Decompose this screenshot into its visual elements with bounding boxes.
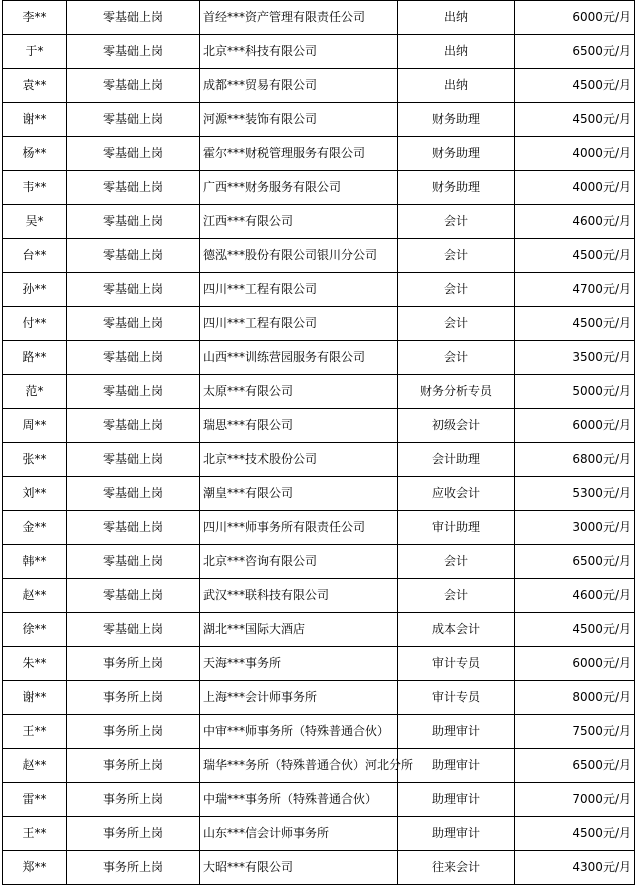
cell-salary: 7000元/月 [515,783,635,817]
cell-name: 郑** [3,851,67,885]
cell-category: 零基础上岗 [67,613,200,647]
cell-company: 北京***技术股份公司 [200,443,398,477]
table-row [3,613,635,647]
cell-company: 成都***贸易有限公司 [200,69,398,103]
cell-company: 四川***工程有限公司 [200,273,398,307]
table-row [3,511,635,545]
cell-position: 助理审计 [398,817,515,851]
cell-salary: 6800元/月 [515,443,635,477]
cell-salary: 4300元/月 [515,851,635,885]
cell-name: 韩** [3,545,67,579]
table-row [3,681,635,715]
cell-salary: 4000元/月 [515,171,635,205]
cell-salary: 8000元/月 [515,681,635,715]
cell-salary: 7500元/月 [515,715,635,749]
cell-category: 零基础上岗 [67,1,200,35]
cell-position: 审计专员 [398,681,515,715]
cell-position: 助理审计 [398,749,515,783]
cell-position: 初级会计 [398,409,515,443]
cell-salary: 6500元/月 [515,749,635,783]
cell-category: 零基础上岗 [67,375,200,409]
cell-name: 路** [3,341,67,375]
cell-category: 零基础上岗 [67,273,200,307]
cell-salary: 3500元/月 [515,341,635,375]
cell-position: 会计 [398,239,515,273]
cell-salary: 5000元/月 [515,375,635,409]
cell-category: 零基础上岗 [67,171,200,205]
cell-category: 零基础上岗 [67,545,200,579]
cell-category: 零基础上岗 [67,205,200,239]
cell-position: 财务助理 [398,137,515,171]
cell-salary: 4000元/月 [515,137,635,171]
cell-position: 会计 [398,579,515,613]
cell-salary: 6000元/月 [515,647,635,681]
cell-salary: 3000元/月 [515,511,635,545]
table-body [3,1,635,885]
cell-salary: 4500元/月 [515,307,635,341]
cell-name: 于* [3,35,67,69]
cell-name: 王** [3,715,67,749]
cell-category: 零基础上岗 [67,409,200,443]
cell-position: 助理审计 [398,783,515,817]
cell-company: 上海***会计师事务所 [200,681,398,715]
table-row [3,307,635,341]
cell-company: 瑞华***务所（特殊普通合伙）河北分所 [200,749,398,783]
table-row [3,273,635,307]
cell-name: 袁** [3,69,67,103]
cell-company: 大昭***有限公司 [200,851,398,885]
cell-category: 事务所上岗 [67,851,200,885]
cell-salary: 5300元/月 [515,477,635,511]
cell-company: 四川***工程有限公司 [200,307,398,341]
cell-name: 孙** [3,273,67,307]
cell-position: 财务助理 [398,103,515,137]
cell-category: 零基础上岗 [67,103,200,137]
cell-name: 台** [3,239,67,273]
cell-position: 会计 [398,205,515,239]
cell-company: 山东***信会计师事务所 [200,817,398,851]
cell-category: 事务所上岗 [67,647,200,681]
cell-company: 北京***咨询有限公司 [200,545,398,579]
cell-name: 赵** [3,749,67,783]
cell-position: 会计助理 [398,443,515,477]
cell-company: 广西***财务服务有限公司 [200,171,398,205]
cell-name: 杨** [3,137,67,171]
table-row [3,783,635,817]
cell-name: 李** [3,1,67,35]
cell-salary: 4600元/月 [515,205,635,239]
cell-category: 零基础上岗 [67,341,200,375]
cell-salary: 6000元/月 [515,1,635,35]
cell-company: 太原***有限公司 [200,375,398,409]
cell-company: 武汉***联科技有限公司 [200,579,398,613]
cell-salary: 6000元/月 [515,409,635,443]
table-row [3,171,635,205]
cell-company: 德泓***股份有限公司银川分公司 [200,239,398,273]
table-row [3,341,635,375]
table-row [3,545,635,579]
cell-position: 财务助理 [398,171,515,205]
cell-company: 江西***有限公司 [200,205,398,239]
cell-name: 赵** [3,579,67,613]
cell-category: 零基础上岗 [67,239,200,273]
cell-name: 韦** [3,171,67,205]
cell-salary: 4700元/月 [515,273,635,307]
cell-category: 事务所上岗 [67,681,200,715]
cell-company: 天海***事务所 [200,647,398,681]
cell-position: 审计专员 [398,647,515,681]
cell-category: 零基础上岗 [67,69,200,103]
cell-position: 审计助理 [398,511,515,545]
table-row [3,103,635,137]
cell-category: 零基础上岗 [67,137,200,171]
cell-company: 中审***师事务所（特殊普通合伙） [200,715,398,749]
cell-company: 瑞思***有限公司 [200,409,398,443]
cell-name: 金** [3,511,67,545]
cell-category: 零基础上岗 [67,579,200,613]
cell-position: 会计 [398,307,515,341]
cell-name: 周** [3,409,67,443]
cell-salary: 4500元/月 [515,69,635,103]
cell-position: 成本会计 [398,613,515,647]
cell-name: 雷** [3,783,67,817]
cell-category: 事务所上岗 [67,749,200,783]
cell-position: 出纳 [398,69,515,103]
cell-salary: 4500元/月 [515,613,635,647]
cell-name: 刘** [3,477,67,511]
table-row [3,647,635,681]
cell-position: 往来会计 [398,851,515,885]
table-row [3,239,635,273]
cell-position: 出纳 [398,35,515,69]
table-row [3,715,635,749]
cell-name: 王** [3,817,67,851]
table-row [3,1,635,35]
table-row [3,409,635,443]
cell-company: 潮皇***有限公司 [200,477,398,511]
cell-position: 会计 [398,545,515,579]
cell-salary: 4500元/月 [515,239,635,273]
cell-name: 张** [3,443,67,477]
cell-category: 事务所上岗 [67,817,200,851]
cell-position: 财务分析专员 [398,375,515,409]
cell-name: 谢** [3,103,67,137]
cell-company: 四川***师事务所有限责任公司 [200,511,398,545]
cell-company: 北京***科技有限公司 [200,35,398,69]
cell-name: 谢** [3,681,67,715]
cell-position: 出纳 [398,1,515,35]
table-row [3,35,635,69]
cell-name: 朱** [3,647,67,681]
cell-salary: 6500元/月 [515,545,635,579]
table-row [3,579,635,613]
cell-category: 事务所上岗 [67,783,200,817]
cell-category: 零基础上岗 [67,477,200,511]
cell-company: 中瑞***事务所（特殊普通合伙） [200,783,398,817]
cell-name: 范* [3,375,67,409]
table-row [3,375,635,409]
table-row [3,851,635,885]
cell-salary: 6500元/月 [515,35,635,69]
placement-table [2,0,635,885]
table-row [3,817,635,851]
cell-category: 零基础上岗 [67,35,200,69]
cell-company: 河源***装饰有限公司 [200,103,398,137]
cell-position: 助理审计 [398,715,515,749]
cell-company: 山西***训练营园服务有限公司 [200,341,398,375]
cell-name: 付** [3,307,67,341]
cell-position: 应收会计 [398,477,515,511]
cell-company: 首经***资产管理有限责任公司 [200,1,398,35]
cell-name: 吴* [3,205,67,239]
cell-position: 会计 [398,341,515,375]
cell-category: 零基础上岗 [67,307,200,341]
cell-salary: 4500元/月 [515,103,635,137]
cell-category: 零基础上岗 [67,443,200,477]
table-row [3,749,635,783]
table-row [3,205,635,239]
cell-category: 零基础上岗 [67,511,200,545]
cell-company: 湖北***国际大酒店 [200,613,398,647]
table-row [3,69,635,103]
cell-company: 霍尔***财税管理服务有限公司 [200,137,398,171]
table-row [3,477,635,511]
cell-salary: 4600元/月 [515,579,635,613]
table-row [3,443,635,477]
cell-position: 会计 [398,273,515,307]
cell-category: 事务所上岗 [67,715,200,749]
cell-salary: 4500元/月 [515,817,635,851]
table-row [3,137,635,171]
cell-name: 徐** [3,613,67,647]
